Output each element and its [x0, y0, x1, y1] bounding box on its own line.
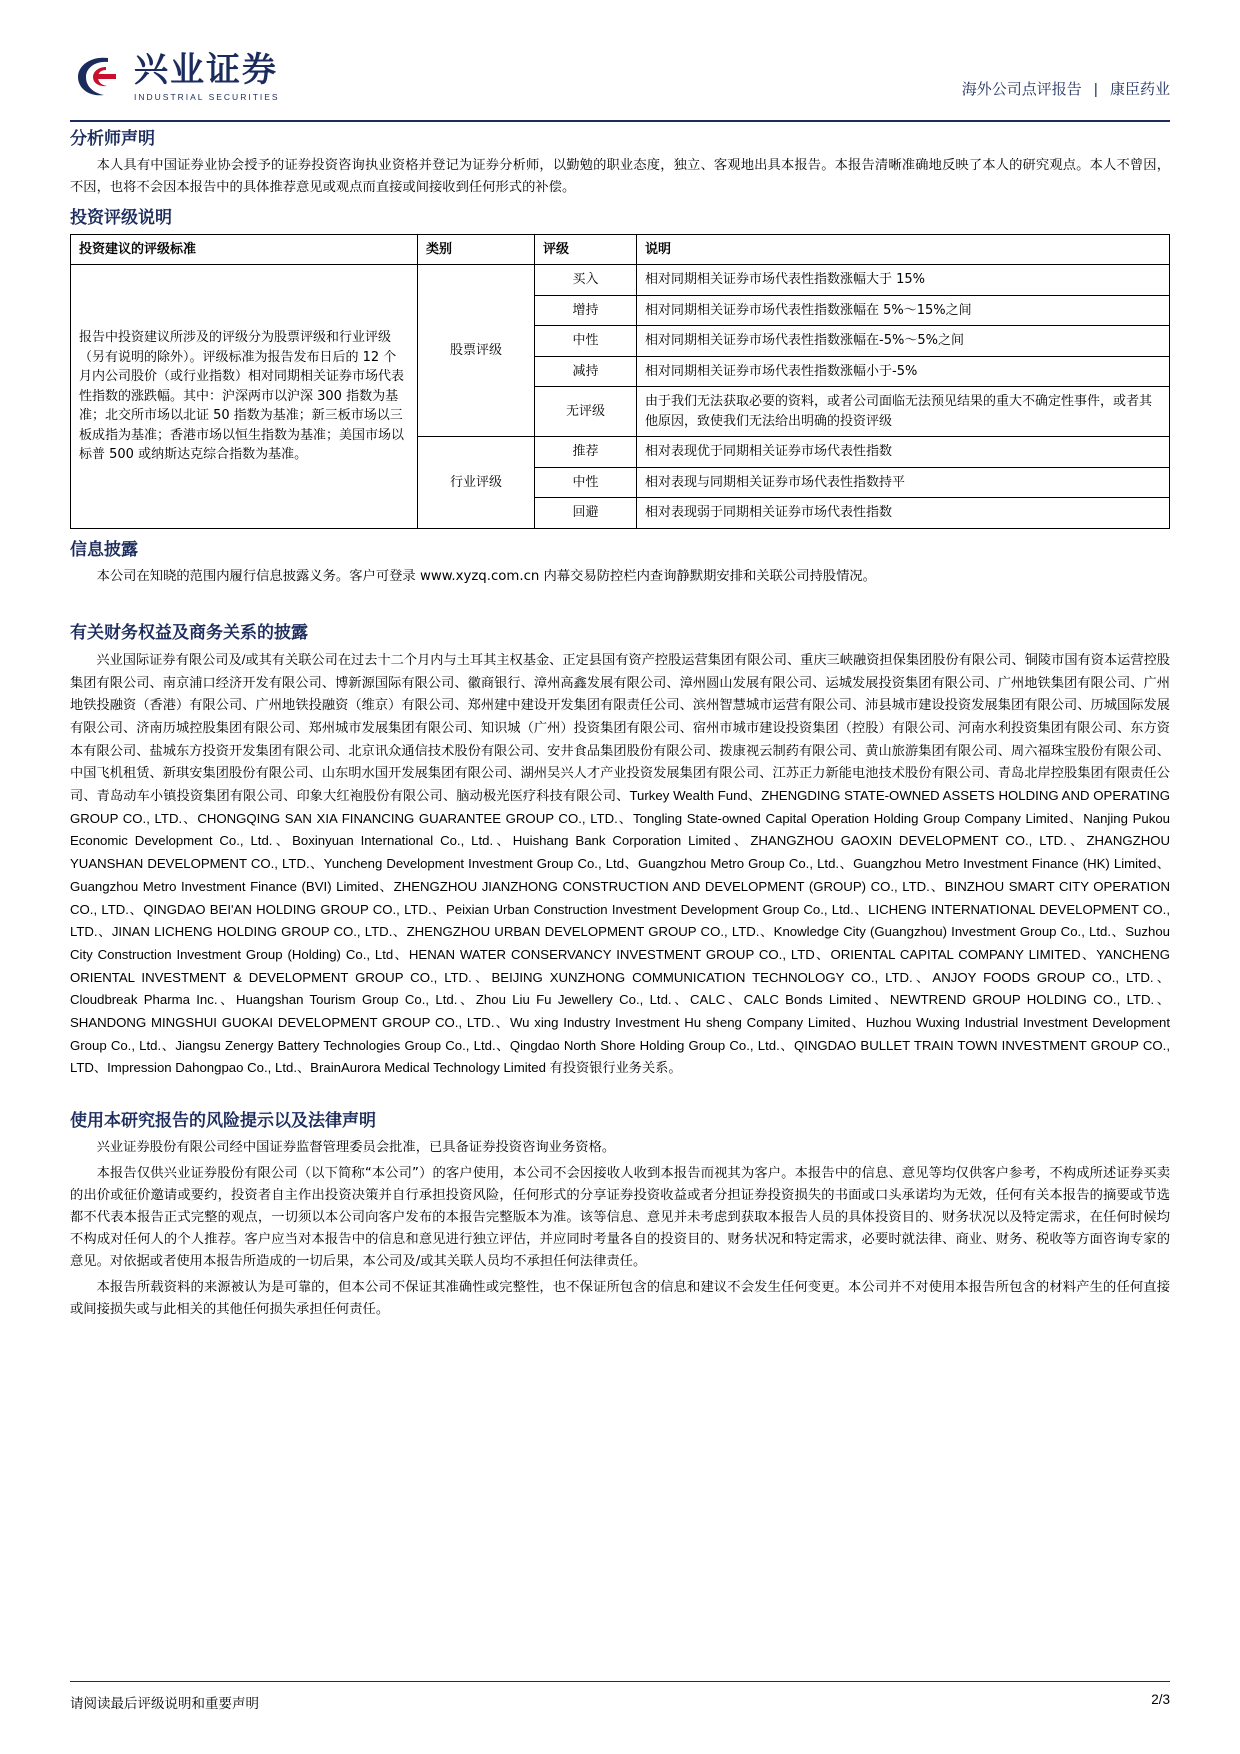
level-norating: 无评级	[535, 387, 637, 437]
logo-text-cn: 兴业证券	[134, 50, 278, 90]
level-avoid: 回避	[535, 498, 637, 529]
rating-criteria-cell: 报告中投资建议所涉及的评级分为股票评级和行业评级（另有说明的除外）。评级标准为报告发布日后的 12 个月内公司股价（或行业指数）相对同期相关证券市场代表性指数的涨跌幅。其中：沪深两市以沪深 300 指数为基准；北交所市场以北证 50 指数为基准；新三板市场以三板成指为基准；香港市场以恒生指数为基准；美国市场以标普 500 或纳斯达克综合指数为基准。	[71, 265, 418, 529]
section-title-information-disclosure: 信息披露	[70, 539, 138, 560]
interests-disclosure-body: 兴业国际证券有限公司及/或其有关联公司在过去十二个月内与土耳其主权基金、正定县国有资产控股运营集团有限公司、重庆三峡融资担保集团股份有限公司、铜陵市国有资本运营控股集团有限公司、南京浦口经济开发有限公司、博新源国际有限公司、徽商银行、漳州高鑫发展有限公司、漳州圆山发展有限公司、运城发展投资集团有限公司、广州地铁集团有限公司、广州地铁投融资（香港）有限公司、广州地铁投融资（维京）有限公司、郑州建中建设开发集团有限责任公司、滨州智慧城市运营有限公司、沛县城市建设投资发展集团有限公司、历城国际发展有限公司、济南历城控股集团有限公司、郑州城市发展集团有限公司、知识城（广州）投资集团有限公司、宿州市城市建设投资集团（控股）有限公司、河南水利投资集团有限公司、东方资本有限公司、盐城东方投资开发集团有限公司、北京讯众通信技术股份有限公司、安井食品集团股份有限公司、拨康视云制药有限公司、黄山旅游集团有限公司、周六福珠宝股份有限公司、中国飞机租赁、新琪安集团股份有限公司、山东明水国开发展集团有限公司、湖州吴兴人才产业投资发展集团有限公司、江苏正力新能电池技术股份有限公司、青岛北岸控股集团有限责任公司、青岛动车小镇投资集团有限公司、印象大红袍股份有限公司、脑动极光医疗科技有限公司、Turkey Wealth Fund、ZHENGDING STATE-OWNED ASSETS HOLDING AND OPERATING GROUP CO., LTD.、CHONGQING SAN XIA FINANCING GUARANTEE GROUP CO., LTD.、Tongling State-owned Capital Operation Holding Group Company Limited、Nanjing Pukou Economic Development Co., Ltd.、Boxinyuan International Co., Ltd.、Huishang Bank Corporation Limited、ZHANGZHOU GAOXIN DEVELOPMENT CO., LTD.、ZHANGZHOU YUANSHAN DEVELOPMENT CO., LTD.、Yuncheng Development Investment Group Co., Ltd、Guangzhou Metro Group Co., Ltd.、Guangzhou Metro Investment Finance (HK) Limited、Guangzhou Metro Investment Finance (BVI) Limited、ZHENGZHOU JIANZHONG CONSTRUCTION AND DEVELOPMENT (GROUP) CO., LTD.、BINZHOU SMART CITY OPERATION CO., LTD.、QINGDAO BEI'AN HOLDING GROUP CO., LTD.、Peixian Urban Construction Investment Development Group Co., Ltd.、LICHENG INTERNATIONAL DEVELOPMENT CO., LTD.、JINAN LICHENG HOLDING GROUP CO., LTD.、ZHENGZHOU URBAN DEVELOPMENT GROUP CO., LTD.、Knowledge City (Guangzhou) Investment Group Co., Ltd.、Suzhou City Construction Investment Group (Holding) Co., Ltd、HENAN WATER CONSERVANCY INVESTMENT GROUP CO., LTD、ORIENTAL CAPITAL COMPANY LIMITED、YANCHENG ORIENTAL INVESTMENT & DEVELOPMENT GROUP CO., LTD.、BEIJING XUNZHONG COMMUNICATION TECHNOLOGY CO., LTD.、ANJOY FOODS GROUP CO., LTD.、Cloudbreak Pharma Inc.、Huangshan Tourism Group Co., Ltd.、Zhou Liu Fu Jewellery Co., Ltd.、CALC、CALC Bonds Limited、NEWTREND GROUP HOLDING CO., LTD.、SHANDONG MINGSHUI GUOKAI DEVELOPMENT GROUP CO., LTD.、Wu xing Industry Investment Hu sheng Company Limited、Huzhou Wuxing Industrial Investment Development Group Co., Ltd.、Jiangsu Zenergy Battery Technologies Group Co., Ltd.、Qingdao North Shore Holding Group Co., Ltd.、QINGDAO BULLET TRAIN TOWN INVESTMENT GROUP CO., LTD、Impression Dahongpao Co., Ltd.、BrainAurora Medical Technology Limited 有投资银行业务关系。	[70, 651, 1170, 1076]
section-title-interests-disclosure: 有关财务权益及商务关系的披露	[70, 622, 308, 643]
level-neutral-industry: 中性	[535, 467, 637, 498]
level-underweight: 减持	[535, 356, 637, 387]
level-buy: 买入	[535, 265, 637, 296]
interests-disclosure-block	[70, 649, 1170, 1080]
th-criteria: 投资建议的评级标准	[71, 234, 418, 265]
footer-note: 请阅读最后评级说明和重要声明	[70, 1696, 259, 1711]
level-overweight: 增持	[535, 295, 637, 326]
report-type: 海外公司点评报告	[961, 81, 1082, 98]
section-title-analyst-statement: 分析师声明	[70, 129, 155, 149]
th-category: 类别	[418, 234, 535, 265]
table-row	[71, 265, 1170, 296]
desc-overweight: 相对同期相关证券市场代表性指数涨幅在 5%～15%之间	[637, 295, 1170, 326]
header-divider	[70, 120, 1170, 122]
risk-legal-paragraph-3: 本报告所载资料的来源被认为是可靠的，但本公司不保证其准确性或完整性，也不保证所包含的信息和建议不会发生任何变更。本公司并不对使用本报告所包含的材料产生的任何直接或间接损失或与此相关的其他任何损失承担任何责任。	[70, 1279, 1170, 1317]
page-content	[0, 124, 1240, 1321]
th-description: 说明	[637, 234, 1170, 265]
logo-mark-icon	[68, 48, 124, 104]
desc-neutral-stock: 相对同期相关证券市场代表性指数涨幅在-5%～5%之间	[637, 326, 1170, 357]
logo-text-en: INDUSTRIAL SECURITIES	[134, 92, 280, 102]
section-title-rating-note: 投资评级说明	[70, 207, 172, 228]
information-disclosure-body: 本公司在知晓的范围内履行信息披露义务。客户可登录 www.xyzq.com.cn 内幕交易防控栏内查询静默期安排和关联公司持股情况。	[96, 568, 876, 584]
company-logo	[68, 48, 280, 104]
level-recommend: 推荐	[535, 437, 637, 468]
risk-legal-paragraph-1: 兴业证券股份有限公司经中国证券监督管理委员会批准，已具备证券投资咨询业务资格。	[96, 1140, 616, 1156]
page-number: 2/3	[1151, 1692, 1170, 1707]
level-neutral-stock: 中性	[535, 326, 637, 357]
company-name: 康臣药业	[1109, 81, 1170, 98]
risk-legal-paragraph-2: 本报告仅供兴业证券股份有限公司（以下简称“本公司”）的客户使用，本公司不会因接收人收到本报告而视其为客户。本报告中的信息、意见等均仅供客户参考，不构成所述证券买卖的出价或征价邀请或要约，投资者自主作出投资决策并自行承担投资风险，任何形式的分享证券投资收益或者分担证券投资损失的书面或口头承诺均为无效，任何有关本报告的摘要或节选都不代表本报告正式完整的观点，一切须以本公司向客户发布的本报告完整版本为准。该等信息、意见并未考虑到获取本报告人员的具体投资目的、财务状况以及特定需求，在任何时候均不构成对任何人的个人推荐。客户应当对本报告中的信息和意见进行独立评估，并应同时考量各自的投资目的、财务状况和特定需求，必要时就法律、商业、财务、税收等方面咨询专家的意见。对依据或者使用本报告所造成的一切后果，本公司及/或其关联人员均不承担任何法律责任。	[70, 1166, 1170, 1269]
section-title-risk-legal: 使用本研究报告的风险提示以及法律声明	[70, 1111, 376, 1132]
rating-table	[70, 234, 1170, 529]
table-header-row	[71, 234, 1170, 265]
desc-neutral-industry: 相对表现与同期相关证券市场代表性指数持平	[637, 467, 1170, 498]
header-report-label	[962, 78, 1170, 99]
th-level: 评级	[535, 234, 637, 265]
page-footer	[70, 1692, 1170, 1712]
page-header	[0, 0, 1240, 108]
desc-norating: 由于我们无法获取必要的资料，或者公司面临无法预见结果的重大不确定性事件，或者其他原因，致使我们无法给出明确的投资评级	[637, 387, 1170, 437]
category-stock: 股票评级	[418, 265, 535, 437]
analyst-statement-body: 本人具有中国证券业协会授予的证券投资咨询执业资格并登记为证券分析师，以勤勉的职业态度，独立、客观地出具本报告。本报告清晰准确地反映了本人的研究观点。本人不曾因，不因，也将不会因本报告中的具体推荐意见或观点而直接或间接收到任何形式的补偿。	[70, 158, 1170, 195]
header-separator: |	[1093, 81, 1098, 98]
desc-recommend: 相对表现优于同期相关证券市场代表性指数	[637, 437, 1170, 468]
desc-underweight: 相对同期相关证券市场代表性指数涨幅小于-5%	[637, 356, 1170, 387]
desc-buy: 相对同期相关证券市场代表性指数涨幅大于 15%	[637, 265, 1170, 296]
category-industry: 行业评级	[418, 437, 535, 529]
desc-avoid: 相对表现弱于同期相关证券市场代表性指数	[637, 498, 1170, 529]
footer-divider	[70, 1681, 1170, 1682]
